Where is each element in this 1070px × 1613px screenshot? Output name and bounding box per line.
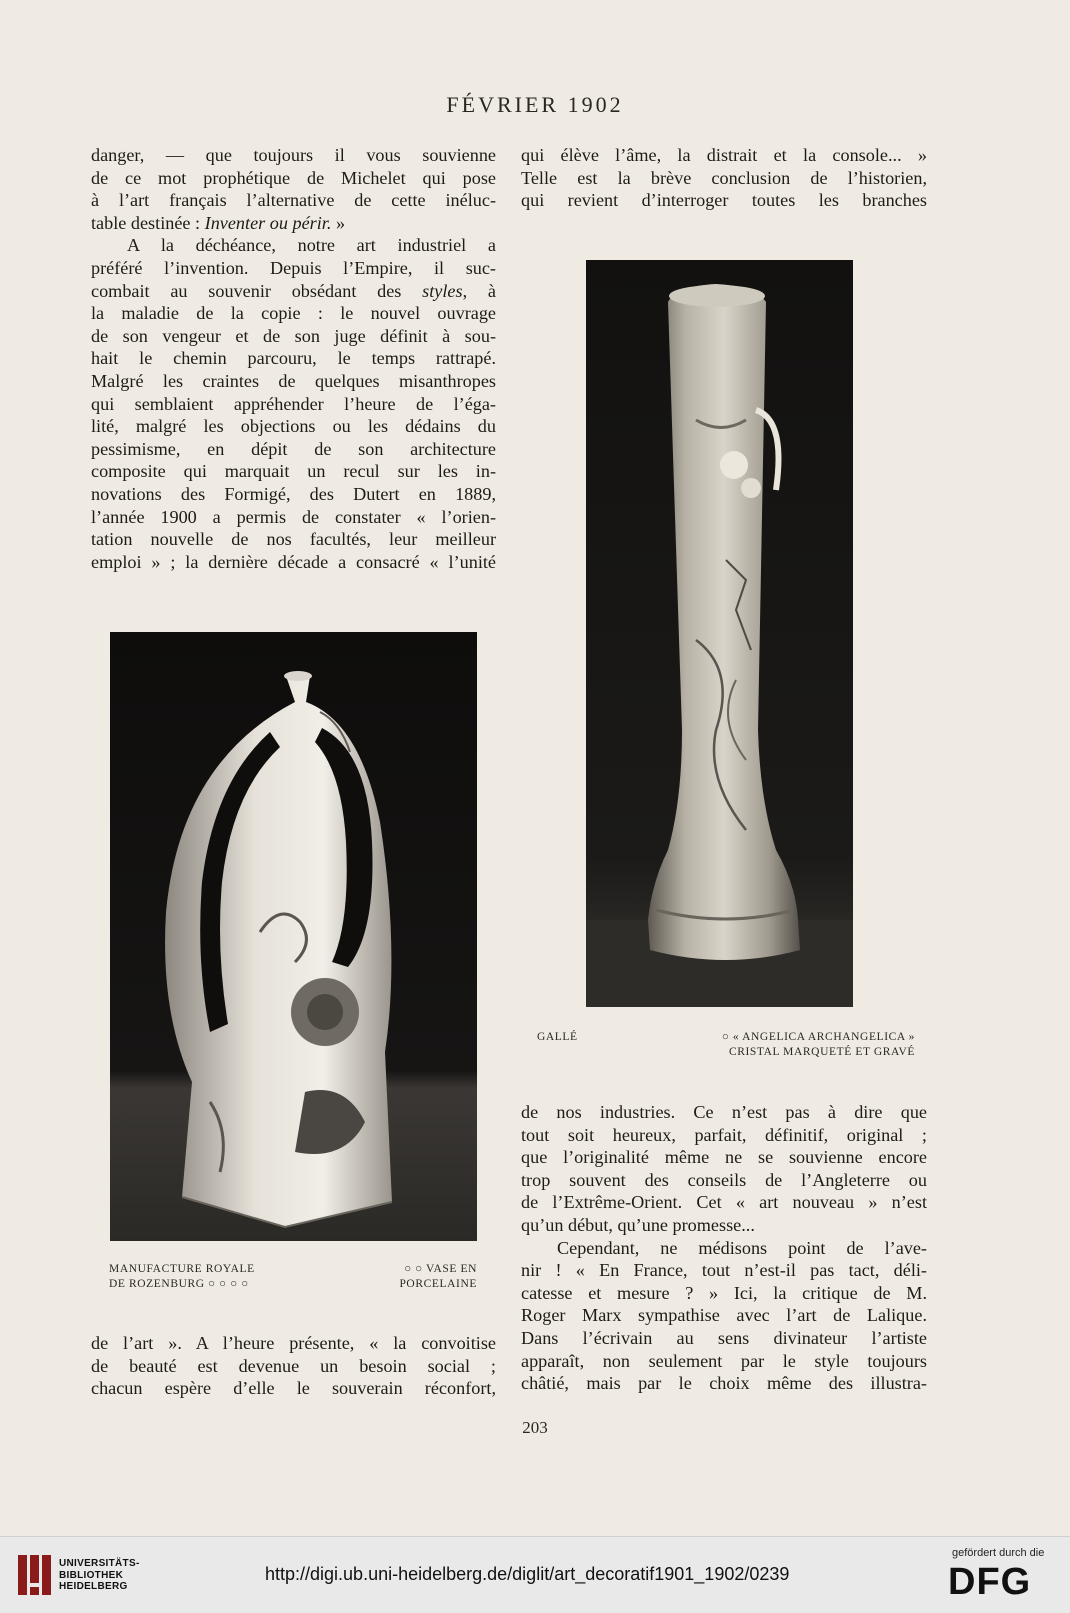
text-line: novations des Formigé, des Dutert en 1889, — [91, 483, 496, 504]
right-column-top — [521, 144, 927, 212]
text-line: danger, — que toujours il vous souvienne — [91, 145, 496, 165]
text-line: à l’art français l’alternative de cette inéluc- — [91, 190, 496, 211]
photo-rozenburg-vase — [110, 632, 477, 1241]
text-line — [91, 212, 496, 235]
text-line: pessimisme, en dépit de son architecture — [91, 438, 496, 459]
text-line: que l’originalité même ne se souvienne encore — [521, 1147, 927, 1168]
text-line: tout soit heureux, parfait, définitif, original ; — [521, 1124, 927, 1145]
caption-line: DE ROZENBURG ○ ○ ○ ○ — [109, 1278, 249, 1290]
text-run: , à — [462, 280, 496, 301]
text-run: table destinée : — [91, 212, 205, 233]
text-line: hait le chemin parcouru, le temps rattrapé. — [91, 348, 496, 369]
caption-line: ○ ○ VASE EN — [404, 1263, 477, 1275]
text-line: lité, malgré les objections ou les dédains du — [91, 416, 496, 437]
text-line: A la déchéance, notre art industriel a — [127, 235, 496, 256]
library-name-line: HEIDELBERG — [59, 1581, 128, 1592]
text-line: Malgré les craintes de quelques misanthropes — [91, 370, 496, 391]
text-line: la maladie de la copie : le nouvel ouvrage — [91, 303, 496, 324]
text-line: emploi » ; la dernière décade a consacré « l’unité — [91, 551, 496, 572]
text-line: catesse et mesure ? » Ici, la critique de M. — [521, 1282, 927, 1303]
caption-galle-artist: GALLÉ — [537, 1031, 578, 1043]
text-line: de beauté est devenue un besoin social ; — [91, 1355, 496, 1376]
caption-line: ○ « ANGELICA ARCHANGELICA » — [721, 1031, 915, 1043]
text-line — [91, 280, 496, 303]
text-line: qui semblaient appréhender l’heure de l’éga- — [91, 393, 496, 414]
rozenburg-vase-illustration — [110, 632, 477, 1241]
text-line: chacun espère d’elle le souverain réconfort, — [91, 1378, 496, 1399]
text-line: Roger Marx sympathise avec l’art de Lalique. — [521, 1305, 927, 1326]
library-name — [59, 1558, 140, 1593]
library-name-line: BIBLIOTHEK — [59, 1569, 124, 1581]
text-line: préféré l’invention. Depuis l’Empire, il suc- — [91, 257, 496, 278]
text-line: nir ! « En France, tout n’est-il pas tact, déli- — [521, 1260, 927, 1281]
caption-rozenburg-object — [370, 1262, 477, 1292]
text-line: tation nouvelle de nos facultés, leur meilleur — [91, 529, 496, 550]
caption-galle-title — [690, 1030, 915, 1060]
text-line: de son vengeur et de son juge définit à sou- — [91, 325, 496, 346]
text-line: de ce mot prophétique de Michelet qui pose — [91, 167, 496, 188]
text-line: composite qui marquait un recul sur les in- — [91, 461, 496, 482]
text-line: qui élève l’âme, la distrait et la console... » — [521, 145, 927, 165]
permalink-url[interactable]: http://digi.ub.uni-heidelberg.de/diglit/art_decoratif1901_1902/0239 — [265, 1564, 790, 1584]
text-line: de nos industries. Ce n’est pas à dire que — [521, 1102, 927, 1122]
text-line: apparaît, non seulement par le style toujours — [521, 1350, 927, 1371]
italic-quote: Inventer ou périr. — [204, 212, 332, 233]
caption-line: PORCELAINE — [399, 1278, 477, 1290]
italic-word: styles — [422, 280, 463, 301]
text-line: qui revient d’interroger toutes les branches — [521, 190, 927, 211]
text-line: Telle est la brève conclusion de l’historien, — [521, 167, 927, 188]
text-line: Cependant, ne médisons point de l’ave- — [557, 1237, 927, 1258]
text-line: de l’art ». A l’heure présente, « la convoitise — [91, 1333, 496, 1353]
text-line: Dans l’écrivain au sens divinateur l’artiste — [521, 1327, 927, 1348]
running-header: FÉVRIER 1902 — [446, 92, 624, 117]
caption-line: CRISTAL MARQUETÉ ET GRAVÉ — [728, 1046, 915, 1058]
university-logo-icon — [14, 1551, 54, 1599]
caption-line: MANUFACTURE ROYALE — [109, 1263, 255, 1275]
funding-note: gefördert durch die — [952, 1547, 1045, 1559]
page-number: 203 — [522, 1418, 548, 1437]
text-line: trop souvent des conseils de l’Angleterre ou — [521, 1169, 927, 1190]
dfg-logo: DFG — [948, 1561, 1032, 1603]
text-line: l’année 1900 a permis de constater « l’orien- — [91, 506, 496, 527]
left-column-bottom — [91, 1332, 496, 1400]
right-column-bottom — [521, 1101, 927, 1395]
text-run: combait au souvenir obsédant des — [91, 280, 423, 301]
galle-vase-illustration — [586, 260, 853, 1007]
photo-galle-vase — [586, 260, 853, 1007]
library-name-line: UNIVERSITÄTS- — [59, 1558, 140, 1569]
text-line: de l’Extrême-Orient. Cet « art nouveau » n’est — [521, 1192, 927, 1213]
digitization-footer — [0, 1536, 1070, 1613]
left-column-top — [91, 144, 496, 573]
text-run: » — [331, 212, 346, 233]
caption-rozenburg-maker — [109, 1262, 255, 1292]
text-line: qu’un début, qu’une promesse... — [521, 1214, 755, 1235]
text-line: châtié, mais par le choix même des illustra- — [521, 1373, 927, 1394]
